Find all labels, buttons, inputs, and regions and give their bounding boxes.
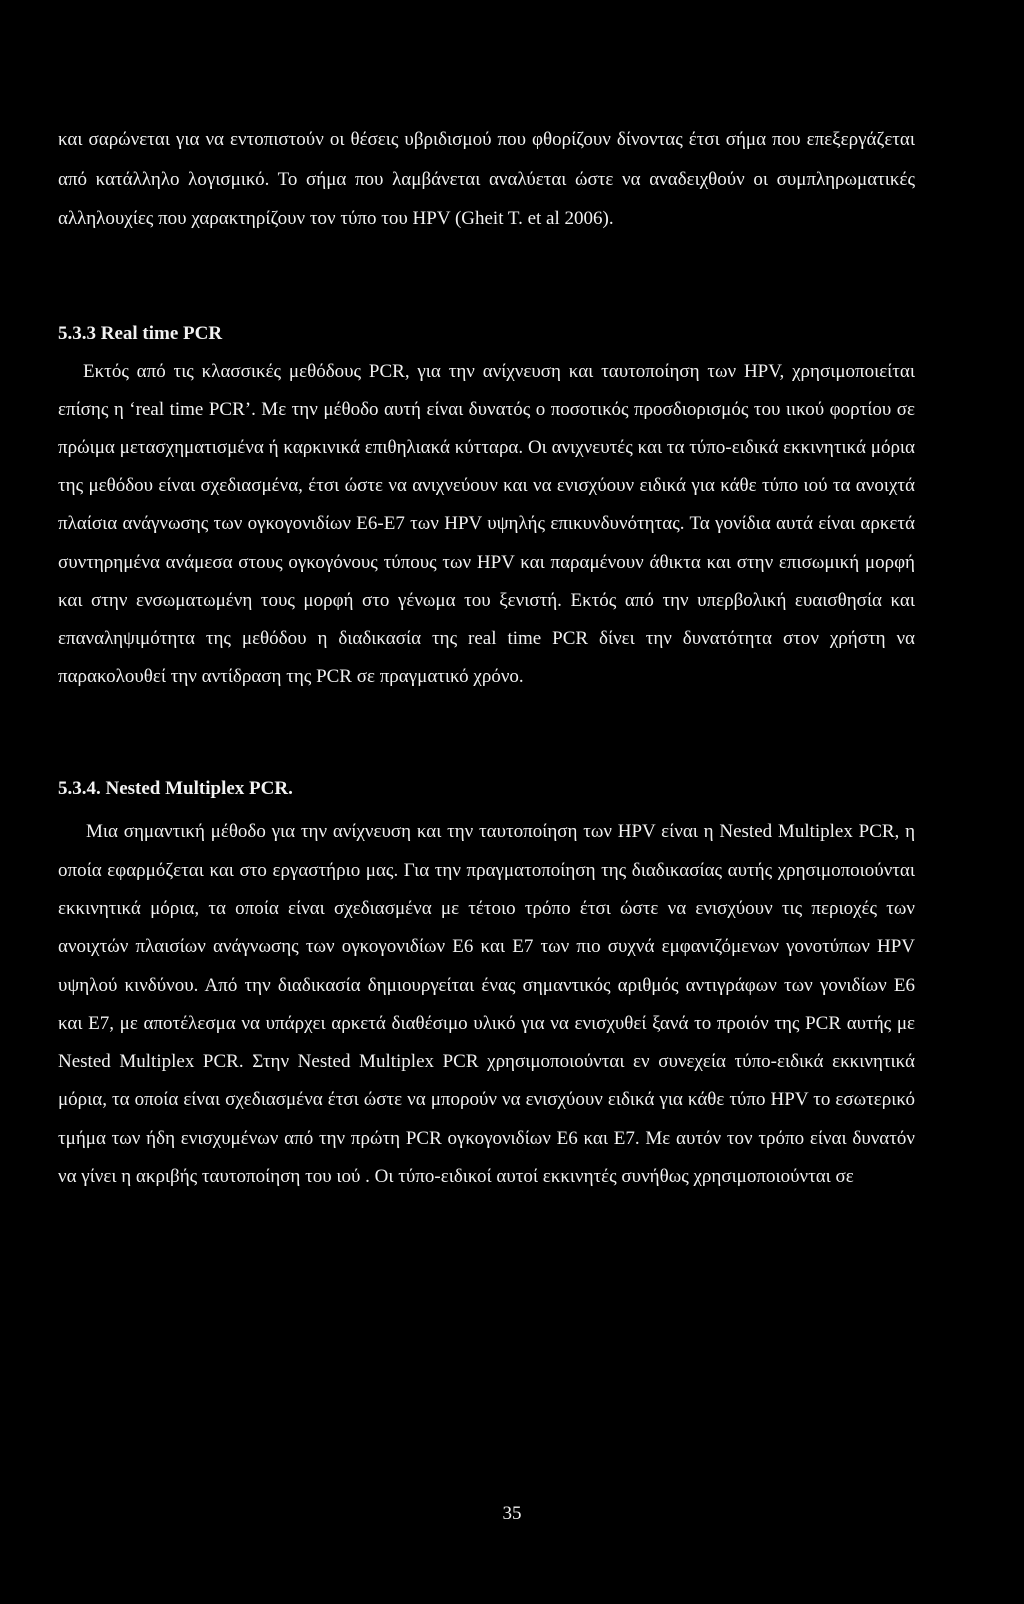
page-number: 35: [502, 1503, 522, 1524]
section-heading-real-time-pcr: 5.3.3 Real time PCR: [58, 322, 223, 344]
section-paragraph-nested-multiplex-pcr: Μια σημαντική μέθοδο για την ανίχνευση και την ταυτοποίηση των HPV είναι η Nested Multiplex PCR, η οποία εφαρμόζεται και στο εργαστήριο μας. Για την πραγματοποίηση της διαδικασίας αυτής χρησιμοποιούνται εκκινητικά μόρια, τα οποία είναι σχεδιασμένα με τέτοιο τρόπο έτσι ώστε να ενισχύουν τις περιοχές των ανοιχτών πλαισίων ανάγνωσης των ογκογονιδίων E6 και E7 των πιο συχνά εμφανιζόμενων γονοτύπων HPV υψηλού κινδύνου. Από την διαδικασία δημιουργείται ένας σημαντικός αριθμός αντιγράφων των γονιδίων E6 και E7, με αποτέλεσμα να υπάρχει αρκετά διαθέσιμο υλικό για να ενισχυθεί ξανά το προιόν της PCR αυτής με Nested Multiplex PCR. Στην Nested Multiplex PCR χρησιμοποιούνται εν συνεχεία τύπο-ειδικά εκκινητικά μόρια, τα οποία είναι σχεδιασμένα έτσι ώστε να μπορούν να ενισχύουν ειδικά για κάθε τύπο HPV το εσωτερικό τμήμα των ήδη ενισχυμένων από την πρώτη PCR ογκογονιδίων E6 και E7. Με αυτόν τον τρόπο είναι δυνατόν να γίνει η ακριβής ταυτοποίηση του ιού . Οι τύπο-ειδικοί αυτοί εκκινητές συνήθως χρησιμοποιούνται σε: [58, 821, 915, 1187]
section-paragraph-real-time-pcr: Εκτός από τις κλασσικές μεθόδους PCR, για την ανίχνευση και ταυτοποίηση των HPV, χρησιμοποιείται επίσης η ‘real time PCR’. Με την μέθοδο αυτή είναι δυνατός ο ποσοτικός προσδιορισμός του ιικού φορτίου σε πρώιμα μετασχηματισμένα ή καρκινικά επιθηλιακά κύτταρα. Οι ανιχνευτές και τα τύπο-ειδικά εκκινητικά μόρια της μεθόδου είναι σχεδιασμένα, έτσι ώστε να ανιχνεύουν και να ενισχύουν ειδικά για κάθε τύπο ιού τα ανοιχτά πλαίσια ανάγνωσης των ογκογονιδίων E6-E7 των HPV υψηλής επικυνδυνότητας. Τα γονίδια αυτά είναι αρκετά συντηρημένα ανάμεσα στους ογκογόνους τύπους των HPV και παραμένουν άθικτα και στην επισωμική μορφή και στην ενσωματωμένη τους μορφή στο γένωμα του ξενιστή. Εκτός από την υπερβολική ευαισθησία και επαναληψιμότητα της μεθόδου η διαδικασία της real time PCR δίνει την δυνατότητα στον χρήστη να παρακολουθεί την αντίδραση της PCR σε πραγματικό χρόνο.: [58, 360, 915, 688]
intro-paragraph: και σαρώνεται για να εντοπιστούν οι θέσεις υβριδισμού που φθορίζουν δίνοντας έτσι σήμα που επεξεργάζεται από κατάλληλο λογισμικό. Το σήμα που λαμβάνεται αναλύεται ώστε να αναδειχθούν οι συμπληρωματικές αλληλουχίες που χαρακτηρίζουν τον τύπο του HPV (Gheit T. et al 2006).: [58, 129, 915, 229]
document-page: [58, 120, 915, 1196]
section-heading-nested-multiplex-pcr: 5.3.4. Nested Multiplex PCR.: [58, 778, 293, 800]
